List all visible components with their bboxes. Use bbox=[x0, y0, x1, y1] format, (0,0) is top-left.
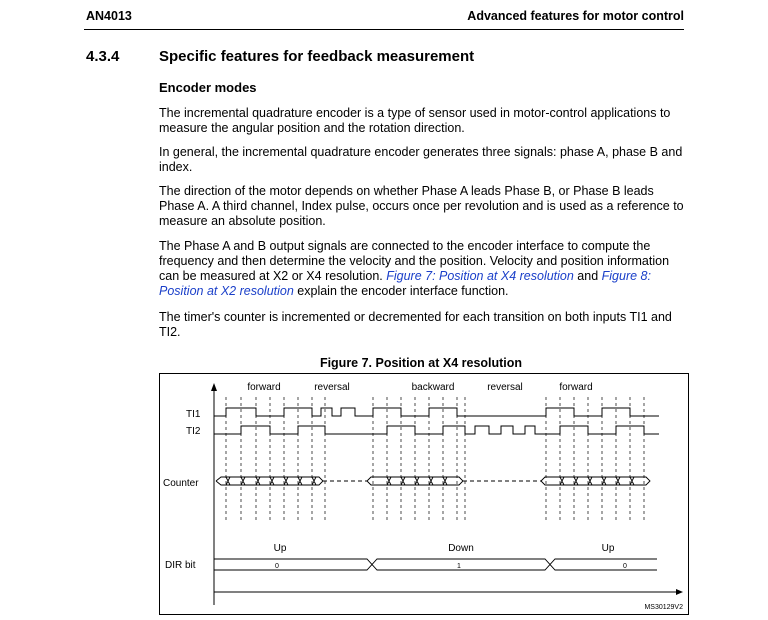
phase-label: backward bbox=[411, 382, 455, 393]
ti2-label: TI2 bbox=[186, 426, 201, 437]
figure-title: Figure 7. Position at X4 resolution bbox=[319, 356, 523, 370]
counter-bus bbox=[216, 477, 650, 485]
subsection-title: Encoder modes bbox=[159, 80, 257, 95]
y-axis-arrow bbox=[211, 383, 217, 391]
encoder-timing-diagram bbox=[159, 373, 689, 615]
figure-8-link[interactable]: Figure 8: Position at X2 resolution bbox=[159, 269, 651, 298]
phase-label: reversal bbox=[487, 382, 523, 393]
figure-7-link[interactable]: Figure 7: Position at X4 resolution bbox=[386, 269, 574, 283]
paragraph-3: The direction of the motor depends on whether Phase A leads Phase B, or Phase B leads Phase A. A third channel, Index pulse, occurs once per revolution and is used as a reference to measure an absolute position. bbox=[159, 184, 684, 228]
section-title: Specific features for feedback measurement bbox=[159, 48, 475, 65]
counter-label: Counter bbox=[163, 478, 199, 489]
phase-label: forward bbox=[247, 382, 281, 393]
paragraph-1: The incremental quadrature encoder is a type of sensor used in motor-control applications to measure the angular position and the rotation direction. bbox=[159, 106, 671, 135]
paragraph-4-text-3: explain the encoder interface function. bbox=[293, 284, 509, 298]
dir-bit-label: DIR bit bbox=[165, 560, 196, 571]
paragraph-2: In general, the incremental quadrature encoder generates three signals: phase A, phase B and index. bbox=[159, 145, 683, 174]
ti2-waveform bbox=[214, 426, 659, 434]
dir-value: 0 bbox=[623, 563, 627, 570]
phase-label: forward bbox=[559, 382, 593, 393]
x-axis-arrow bbox=[676, 589, 683, 595]
direction-label: Down bbox=[448, 543, 474, 554]
ti1-waveform bbox=[214, 408, 659, 416]
figure-code: MS30129V2 bbox=[644, 604, 683, 611]
header-divider bbox=[84, 29, 684, 30]
dir-value: 1 bbox=[457, 563, 461, 570]
phase-label: reversal bbox=[314, 382, 350, 393]
direction-label: Up bbox=[601, 543, 615, 554]
paragraph-4-text-2: and bbox=[573, 269, 602, 283]
section-number: 4.3.4 bbox=[86, 48, 120, 65]
figure-7 bbox=[159, 373, 689, 620]
paragraph-4-text-1: The Phase A and B output signals are connected to the encoder interface to compute the frequency and then determine the velocity and the position. Velocity and position information can be measured at X2 or X4 resolution. bbox=[159, 239, 670, 283]
dir-bit-bus bbox=[214, 559, 657, 570]
figure-border bbox=[160, 374, 689, 615]
ti1-label: TI1 bbox=[186, 409, 201, 420]
paragraph-4 bbox=[159, 239, 689, 299]
dir-value: 0 bbox=[275, 563, 279, 570]
header-chapter: Advanced features for motor control bbox=[467, 9, 684, 23]
paragraph-5: The timer's counter is incremented or decremented for each transition on both inputs TI1 and TI2. bbox=[159, 310, 672, 339]
header-doc-id: AN4013 bbox=[86, 9, 132, 23]
direction-label: Up bbox=[273, 543, 287, 554]
